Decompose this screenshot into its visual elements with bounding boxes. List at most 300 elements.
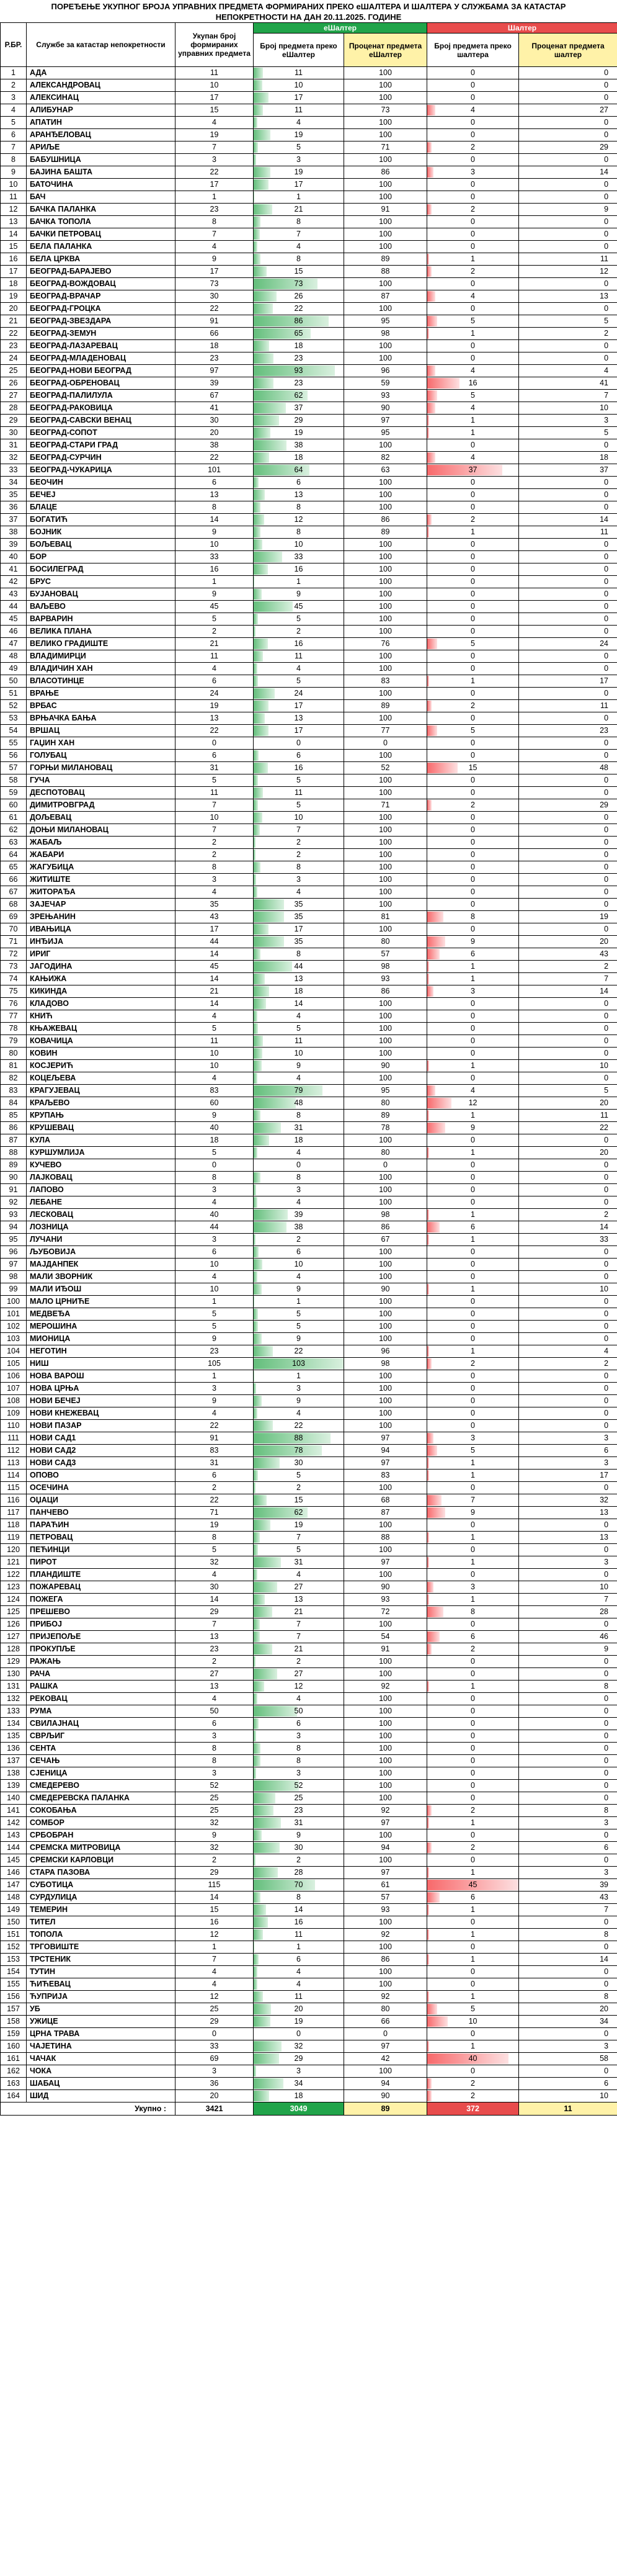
esalter-percent: 77 bbox=[344, 725, 427, 737]
salter-count-value: 0 bbox=[471, 1049, 475, 1058]
esalter-count-value: 9 bbox=[296, 590, 301, 599]
salter-count bbox=[427, 563, 519, 576]
row-number: 130 bbox=[1, 1668, 27, 1681]
esalter-count bbox=[254, 688, 344, 700]
salter-count-value: 0 bbox=[471, 1942, 475, 1952]
esalter-percent: 78 bbox=[344, 1122, 427, 1134]
row-number: 21 bbox=[1, 315, 27, 328]
esalter-databar bbox=[254, 428, 270, 438]
esalter-count-value: 8 bbox=[296, 863, 301, 872]
office-name: НЕГОТИН bbox=[27, 1345, 175, 1358]
salter-count-value: 1 bbox=[471, 1595, 475, 1604]
salter-percent: 0 bbox=[519, 1035, 617, 1048]
salter-count bbox=[427, 1308, 519, 1321]
salter-count-value: 0 bbox=[471, 1198, 475, 1207]
esalter-count bbox=[254, 303, 344, 315]
office-name: БАЧКИ ПЕТРОВАЦ bbox=[27, 228, 175, 241]
salter-count bbox=[427, 911, 519, 923]
esalter-count bbox=[254, 253, 344, 266]
salter-count-value: 0 bbox=[471, 1173, 475, 1182]
row-number: 70 bbox=[1, 923, 27, 936]
office-name: КРАГУЈЕВАЦ bbox=[27, 1085, 175, 1097]
esalter-percent: 59 bbox=[344, 377, 427, 390]
salter-count bbox=[427, 1035, 519, 1048]
salter-count-value: 7 bbox=[471, 1496, 475, 1505]
total-count: 2 bbox=[175, 837, 254, 849]
esalter-count bbox=[254, 1159, 344, 1172]
esalter-percent: 97 bbox=[344, 1867, 427, 1879]
salter-count bbox=[427, 1755, 519, 1767]
esalter-percent: 100 bbox=[344, 1618, 427, 1631]
row-number: 124 bbox=[1, 1594, 27, 1606]
header-e-count: Број предмета преко еШалтер bbox=[254, 34, 344, 67]
salter-count-value: 1 bbox=[471, 1347, 475, 1356]
total-count: 4 bbox=[175, 1966, 254, 1978]
table-row bbox=[1, 390, 617, 402]
esalter-count bbox=[254, 1271, 344, 1283]
salter-percent: 0 bbox=[519, 688, 617, 700]
salter-count-value: 0 bbox=[471, 1024, 475, 1033]
total-count: 30 bbox=[175, 1581, 254, 1594]
esalter-count-value: 8 bbox=[296, 503, 301, 512]
esalter-count-value: 16 bbox=[294, 565, 303, 574]
total-count: 32 bbox=[175, 1842, 254, 1854]
salter-count bbox=[427, 874, 519, 886]
esalter-count-value: 1 bbox=[296, 1371, 301, 1381]
esalter-percent: 100 bbox=[344, 563, 427, 576]
row-number: 152 bbox=[1, 1941, 27, 1954]
esalter-percent: 100 bbox=[344, 1048, 427, 1060]
salter-count bbox=[427, 1854, 519, 1867]
table-row bbox=[1, 539, 617, 551]
esalter-databar bbox=[254, 1694, 257, 1704]
esalter-count bbox=[254, 787, 344, 799]
salter-percent: 0 bbox=[519, 1370, 617, 1383]
salter-count-value: 6 bbox=[471, 1632, 475, 1641]
salter-count bbox=[427, 899, 519, 911]
total-count: 2 bbox=[175, 849, 254, 861]
salter-percent: 0 bbox=[519, 216, 617, 228]
salter-count bbox=[427, 216, 519, 228]
esalter-count-value: 8 bbox=[296, 1173, 301, 1182]
esalter-count bbox=[254, 626, 344, 638]
office-name: ЋИЋЕВАЦ bbox=[27, 1978, 175, 1991]
salter-percent: 7 bbox=[519, 390, 617, 402]
office-name: БОЉЕВАЦ bbox=[27, 539, 175, 551]
salter-count bbox=[427, 514, 519, 526]
table-row bbox=[1, 79, 617, 92]
salter-percent: 0 bbox=[519, 1916, 617, 1929]
total-count: 9 bbox=[175, 1333, 254, 1345]
office-name: БЕОГРАД-ЗЕМУН bbox=[27, 328, 175, 340]
salter-databar bbox=[427, 1085, 435, 1096]
total-count: 9 bbox=[175, 588, 254, 601]
esalter-count-value: 16 bbox=[294, 639, 303, 648]
row-number: 156 bbox=[1, 1991, 27, 2003]
esalter-percent: 100 bbox=[344, 899, 427, 911]
row-number: 102 bbox=[1, 1321, 27, 1333]
salter-count bbox=[427, 1656, 519, 1668]
salter-count bbox=[427, 1333, 519, 1345]
esalter-databar bbox=[254, 1433, 331, 1443]
esalter-databar bbox=[254, 763, 268, 773]
salter-databar bbox=[427, 1892, 440, 1903]
salter-percent: 0 bbox=[519, 439, 617, 452]
esalter-percent: 100 bbox=[344, 1656, 427, 1668]
esalter-count-value: 11 bbox=[295, 788, 303, 797]
esalter-databar bbox=[254, 1656, 255, 1667]
salter-percent: 0 bbox=[519, 2065, 617, 2078]
esalter-databar bbox=[254, 316, 329, 326]
esalter-count-value: 3 bbox=[296, 2067, 301, 2076]
esalter-count-value: 4 bbox=[296, 1074, 301, 1083]
esalter-count-value: 30 bbox=[294, 1458, 303, 1468]
salter-count-value: 0 bbox=[471, 1657, 475, 1666]
esalter-count-value: 31 bbox=[294, 1818, 303, 1828]
esalter-databar bbox=[254, 2078, 283, 2089]
esalter-count-value: 5 bbox=[296, 143, 301, 152]
total-count: 7 bbox=[175, 799, 254, 812]
salter-count-value: 0 bbox=[471, 304, 475, 313]
row-number: 111 bbox=[1, 1432, 27, 1445]
esalter-count-value: 3 bbox=[296, 875, 301, 884]
esalter-percent: 94 bbox=[344, 1842, 427, 1854]
esalter-databar bbox=[254, 663, 257, 674]
esalter-count bbox=[254, 675, 344, 688]
salter-percent: 0 bbox=[519, 563, 617, 576]
esalter-databar bbox=[254, 1222, 286, 1232]
salter-percent: 11 bbox=[519, 253, 617, 266]
salter-count bbox=[427, 1718, 519, 1730]
salter-count bbox=[427, 1594, 519, 1606]
salter-percent: 2 bbox=[519, 328, 617, 340]
office-name: НОВИ КНЕЖЕВАЦ bbox=[27, 1407, 175, 1420]
esalter-count-value: 0 bbox=[296, 1160, 301, 1170]
total-count: 17 bbox=[175, 923, 254, 936]
salter-count bbox=[427, 1618, 519, 1631]
office-name: ЉУБОВИЈА bbox=[27, 1246, 175, 1259]
salter-count bbox=[427, 2078, 519, 2090]
esalter-count bbox=[254, 2040, 344, 2053]
table-row bbox=[1, 799, 617, 812]
salter-count bbox=[427, 204, 519, 216]
esalter-count-value: 2 bbox=[296, 838, 301, 847]
salter-databar bbox=[427, 961, 429, 972]
total-count: 6 bbox=[175, 1718, 254, 1730]
salter-count bbox=[427, 1383, 519, 1395]
salter-percent: 7 bbox=[519, 1594, 617, 1606]
salter-percent: 0 bbox=[519, 812, 617, 824]
esalter-count-value: 16 bbox=[294, 1918, 303, 1927]
table-row bbox=[1, 1532, 617, 1544]
office-name: ЦРНА ТРАВА bbox=[27, 2028, 175, 2040]
table-header bbox=[1, 23, 617, 67]
salter-count bbox=[427, 1321, 519, 1333]
esalter-percent: 93 bbox=[344, 390, 427, 402]
office-name: НОВИ БЕЧЕЈ bbox=[27, 1395, 175, 1407]
table-row bbox=[1, 1445, 617, 1457]
row-number: 51 bbox=[1, 688, 27, 700]
salter-count bbox=[427, 1767, 519, 1780]
esalter-databar bbox=[254, 1135, 269, 1146]
esalter-count-value: 73 bbox=[294, 279, 303, 289]
esalter-percent: 100 bbox=[344, 501, 427, 514]
total-count: 17 bbox=[175, 266, 254, 278]
esalter-count-value: 11 bbox=[295, 68, 303, 78]
esalter-count-value: 10 bbox=[294, 81, 303, 90]
total-count: 38 bbox=[175, 439, 254, 452]
esalter-percent: 93 bbox=[344, 1904, 427, 1916]
esalter-count-value: 4 bbox=[296, 118, 301, 127]
row-number: 90 bbox=[1, 1172, 27, 1184]
esalter-databar bbox=[254, 1185, 256, 1195]
salter-percent: 10 bbox=[519, 1581, 617, 1594]
salter-count-value: 4 bbox=[471, 292, 475, 301]
salter-count bbox=[427, 1507, 519, 1519]
esalter-percent: 97 bbox=[344, 1817, 427, 1829]
salter-count bbox=[427, 663, 519, 675]
table-row bbox=[1, 1296, 617, 1308]
table-row bbox=[1, 837, 617, 849]
row-number: 103 bbox=[1, 1333, 27, 1345]
table-footer bbox=[1, 2103, 617, 2116]
salter-count-value: 0 bbox=[471, 503, 475, 512]
salter-count bbox=[427, 303, 519, 315]
row-number: 22 bbox=[1, 328, 27, 340]
table-row bbox=[1, 1184, 617, 1196]
esalter-databar bbox=[254, 1209, 288, 1220]
salter-count-value: 0 bbox=[471, 652, 475, 661]
salter-databar bbox=[427, 725, 437, 736]
salter-databar bbox=[427, 527, 429, 537]
salter-percent: 0 bbox=[519, 1308, 617, 1321]
salter-count bbox=[427, 2040, 519, 2053]
esalter-count-value: 4 bbox=[296, 1967, 301, 1977]
office-name: БЕОГРАД-ЧУКАРИЦА bbox=[27, 464, 175, 477]
total-count: 2 bbox=[175, 1656, 254, 1668]
esalter-count-value: 3 bbox=[296, 1769, 301, 1778]
esalter-percent: 66 bbox=[344, 2016, 427, 2028]
salter-count bbox=[427, 92, 519, 104]
esalter-databar bbox=[254, 2066, 256, 2076]
total-count: 1 bbox=[175, 1296, 254, 1308]
esalter-percent: 100 bbox=[344, 1718, 427, 1730]
esalter-count bbox=[254, 1134, 344, 1147]
office-name: АЛИБУНАР bbox=[27, 104, 175, 117]
esalter-percent: 86 bbox=[344, 166, 427, 179]
esalter-databar bbox=[254, 1967, 257, 1977]
esalter-databar bbox=[254, 1892, 260, 1903]
esalter-percent: 100 bbox=[344, 1916, 427, 1929]
esalter-count bbox=[254, 861, 344, 874]
esalter-count-value: 13 bbox=[294, 714, 303, 723]
office-name: ЖАБАЉ bbox=[27, 837, 175, 849]
office-name: БОЈНИК bbox=[27, 526, 175, 539]
salter-databar bbox=[427, 701, 432, 711]
total-count: 44 bbox=[175, 936, 254, 948]
salter-count bbox=[427, 824, 519, 837]
esalter-count-value: 44 bbox=[294, 962, 303, 971]
esalter-count bbox=[254, 1978, 344, 1991]
office-name: БОГАТИЋ bbox=[27, 514, 175, 526]
row-number: 92 bbox=[1, 1196, 27, 1209]
salter-databar bbox=[427, 800, 432, 810]
row-number: 160 bbox=[1, 2040, 27, 2053]
salter-databar bbox=[427, 2091, 432, 2101]
total-count: 9 bbox=[175, 1110, 254, 1122]
salter-count-value: 0 bbox=[471, 180, 475, 189]
esalter-databar bbox=[254, 117, 257, 128]
esalter-databar bbox=[254, 899, 284, 910]
salter-percent: 0 bbox=[519, 1705, 617, 1718]
esalter-count bbox=[254, 1755, 344, 1767]
esalter-percent: 96 bbox=[344, 1345, 427, 1358]
office-name: БЕОГРАД-СУРЧИН bbox=[27, 452, 175, 464]
row-number: 9 bbox=[1, 166, 27, 179]
total-count: 13 bbox=[175, 489, 254, 501]
row-number: 53 bbox=[1, 712, 27, 725]
office-name: ТОПОЛА bbox=[27, 1929, 175, 1941]
esalter-percent: 80 bbox=[344, 1147, 427, 1159]
table-row bbox=[1, 1519, 617, 1532]
salter-count bbox=[427, 315, 519, 328]
table-row bbox=[1, 1854, 617, 1867]
esalter-databar bbox=[254, 850, 255, 860]
esalter-databar bbox=[254, 266, 267, 277]
table-row bbox=[1, 278, 617, 290]
esalter-percent: 90 bbox=[344, 1060, 427, 1072]
row-number: 74 bbox=[1, 973, 27, 985]
esalter-percent: 100 bbox=[344, 1134, 427, 1147]
row-number: 123 bbox=[1, 1581, 27, 1594]
esalter-percent: 100 bbox=[344, 154, 427, 166]
salter-databar bbox=[427, 676, 429, 686]
esalter-percent: 95 bbox=[344, 427, 427, 439]
row-number: 43 bbox=[1, 588, 27, 601]
esalter-percent: 100 bbox=[344, 923, 427, 936]
salter-percent: 0 bbox=[519, 1829, 617, 1842]
salter-databar bbox=[427, 1818, 429, 1828]
esalter-percent: 100 bbox=[344, 874, 427, 886]
esalter-count-value: 20 bbox=[294, 2004, 303, 2014]
office-name: КНИЋ bbox=[27, 1010, 175, 1023]
esalter-databar bbox=[254, 912, 284, 922]
row-number: 138 bbox=[1, 1767, 27, 1780]
salter-percent: 0 bbox=[519, 1420, 617, 1432]
row-number: 86 bbox=[1, 1122, 27, 1134]
esalter-databar bbox=[254, 1110, 260, 1121]
total-count: 25 bbox=[175, 2003, 254, 2016]
table-row bbox=[1, 1358, 617, 1370]
header-s-count: Број предмета преко шалтера bbox=[427, 34, 519, 67]
salter-count-value: 9 bbox=[471, 937, 475, 946]
esalter-percent: 95 bbox=[344, 1085, 427, 1097]
salter-count-value: 2 bbox=[471, 2079, 475, 2088]
salter-count-value: 0 bbox=[471, 279, 475, 289]
esalter-count-value: 16 bbox=[294, 763, 303, 773]
total-count: 5 bbox=[175, 1321, 254, 1333]
table-row bbox=[1, 1048, 617, 1060]
salter-percent: 10 bbox=[519, 1283, 617, 1296]
salter-databar bbox=[427, 1991, 429, 2002]
esalter-percent: 57 bbox=[344, 948, 427, 961]
salter-databar bbox=[427, 1458, 429, 1468]
office-name: БЕОГРАД-БАРАЈЕВО bbox=[27, 266, 175, 278]
table-row bbox=[1, 1718, 617, 1730]
salter-count-value: 0 bbox=[471, 751, 475, 760]
salter-count-value: 0 bbox=[471, 2067, 475, 2076]
esalter-count bbox=[254, 774, 344, 787]
salter-percent: 0 bbox=[519, 899, 617, 911]
esalter-percent: 92 bbox=[344, 1805, 427, 1817]
salter-percent: 8 bbox=[519, 1681, 617, 1693]
total-count: 13 bbox=[175, 712, 254, 725]
salter-count bbox=[427, 415, 519, 427]
esalter-count bbox=[254, 886, 344, 899]
esalter-count bbox=[254, 1370, 344, 1383]
salter-count bbox=[427, 948, 519, 961]
salter-count-value: 0 bbox=[471, 1309, 475, 1319]
salter-databar bbox=[427, 1061, 429, 1071]
esalter-count-value: 93 bbox=[294, 366, 303, 375]
table-row bbox=[1, 774, 617, 787]
row-number: 49 bbox=[1, 663, 27, 675]
row-number: 46 bbox=[1, 626, 27, 638]
salter-percent: 6 bbox=[519, 1445, 617, 1457]
salter-count-value: 0 bbox=[471, 614, 475, 624]
salter-count bbox=[427, 1470, 519, 1482]
salter-count-value: 0 bbox=[471, 776, 475, 785]
esalter-databar bbox=[254, 1321, 258, 1332]
salter-databar bbox=[427, 1532, 429, 1543]
salter-count-value: 0 bbox=[471, 863, 475, 872]
esalter-count bbox=[254, 1072, 344, 1085]
salter-count-value: 1 bbox=[471, 1992, 475, 2001]
salter-count bbox=[427, 179, 519, 191]
total-count: 20 bbox=[175, 2090, 254, 2103]
esalter-percent: 80 bbox=[344, 1097, 427, 1110]
esalter-count-value: 2 bbox=[296, 850, 301, 859]
salter-count-value: 0 bbox=[471, 478, 475, 487]
esalter-count bbox=[254, 1457, 344, 1470]
salter-count bbox=[427, 1817, 519, 1829]
row-number: 4 bbox=[1, 104, 27, 117]
office-name: МАЛИ ЗВОРНИК bbox=[27, 1271, 175, 1283]
total-count: 13 bbox=[175, 1681, 254, 1693]
row-number: 164 bbox=[1, 2090, 27, 2103]
esalter-databar bbox=[254, 601, 293, 612]
table-row bbox=[1, 204, 617, 216]
total-count: 19 bbox=[175, 1519, 254, 1532]
esalter-count bbox=[254, 1246, 344, 1259]
office-name: ТРГОВИШТЕ bbox=[27, 1941, 175, 1954]
esalter-count-value: 17 bbox=[294, 925, 303, 934]
esalter-count bbox=[254, 2053, 344, 2065]
esalter-databar bbox=[254, 1408, 257, 1419]
office-name: ВЛАСОТИНЦЕ bbox=[27, 675, 175, 688]
esalter-count-value: 17 bbox=[294, 726, 303, 735]
row-number: 69 bbox=[1, 911, 27, 923]
salter-count-value: 3 bbox=[471, 1434, 475, 1443]
salter-count-value: 0 bbox=[471, 1371, 475, 1381]
salter-percent: 0 bbox=[519, 650, 617, 663]
table-row bbox=[1, 812, 617, 824]
salter-databar bbox=[427, 1805, 432, 1816]
esalter-databar bbox=[254, 1458, 280, 1468]
esalter-count-value: 6 bbox=[296, 1955, 301, 1964]
esalter-count-value: 5 bbox=[296, 1024, 301, 1033]
esalter-databar bbox=[254, 1619, 260, 1630]
